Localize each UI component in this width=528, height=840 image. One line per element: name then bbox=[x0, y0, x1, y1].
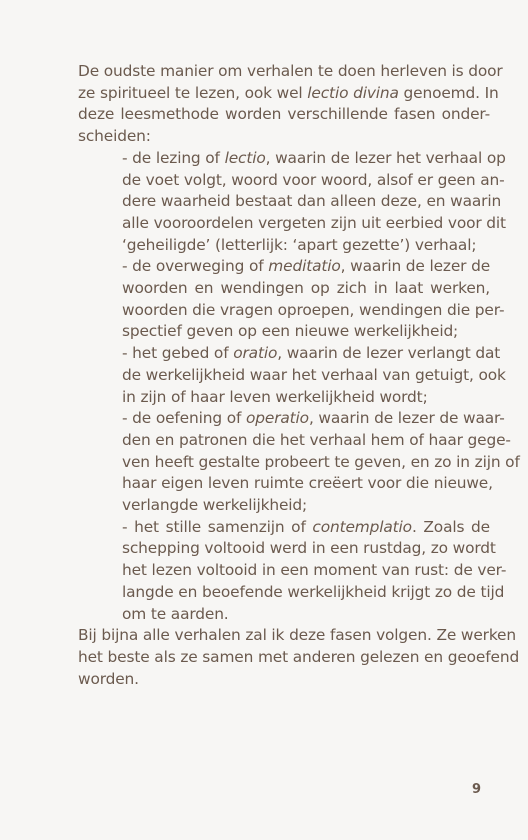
text-line bbox=[78, 408, 505, 430]
text-line bbox=[78, 452, 520, 474]
text-run: worden. bbox=[78, 669, 139, 688]
text-run: - de overweging of bbox=[122, 257, 269, 276]
text-run: de voet volgt, woord voor woord, alsof er geen an- bbox=[122, 170, 505, 189]
text-line bbox=[78, 604, 490, 626]
text-run: - de lezing of bbox=[122, 148, 225, 167]
text-run: Bij bijna alle verhalen zal ik deze fasen volgen. Ze werken bbox=[78, 626, 516, 645]
text-run: . Zoals de bbox=[411, 517, 490, 536]
text-line bbox=[78, 278, 490, 300]
text-line bbox=[78, 365, 506, 387]
text-line bbox=[78, 83, 499, 105]
text-line bbox=[78, 148, 506, 170]
body-text bbox=[78, 61, 520, 690]
text-run: De oudste manier om verhalen te doen herleven is door bbox=[78, 62, 503, 80]
text-line bbox=[78, 213, 506, 235]
text-line bbox=[78, 430, 511, 452]
text-run: den en patronen die het verhaal hem of haar gege- bbox=[122, 430, 511, 449]
text-run: ze spiritueel te lezen, ook wel bbox=[78, 83, 308, 102]
text-line bbox=[78, 191, 502, 213]
text-line bbox=[78, 343, 501, 365]
text-line bbox=[78, 300, 505, 322]
text-line bbox=[78, 170, 505, 192]
text-line bbox=[78, 61, 503, 83]
text-run: - het gebed of bbox=[122, 344, 234, 363]
text-line bbox=[78, 495, 490, 517]
text-line bbox=[78, 669, 490, 691]
text-run: dere waarheid bestaat dan alleen deze, en waarin bbox=[122, 192, 502, 211]
text-run: scheiden: bbox=[78, 127, 151, 146]
text-run: deze leesmethode worden verschillende fasen onder- bbox=[78, 105, 490, 124]
text-run: schepping voltooid werd in een rustdag, zo wordt bbox=[122, 539, 496, 558]
text-run: in zijn of haar leven werkelijkheid wordt; bbox=[122, 387, 428, 406]
italic-term: contemplatio bbox=[312, 517, 412, 536]
text-run: alle vooroordelen vergeten zijn uit eerbied voor dit bbox=[122, 213, 506, 232]
page-number: 9 bbox=[472, 782, 482, 797]
text-run: , waarin de lezer verlangt dat bbox=[277, 344, 501, 363]
text-run: de werkelijkheid waar het verhaal van getuigt, ook bbox=[122, 365, 506, 384]
text-line bbox=[78, 647, 520, 669]
text-run: het beste als ze samen met anderen gelezen en geoefend bbox=[78, 647, 520, 666]
text-line bbox=[78, 126, 490, 148]
text-line bbox=[78, 104, 490, 126]
text-line bbox=[78, 256, 490, 278]
text-run: genoemd. In bbox=[398, 83, 499, 102]
text-run: het lezen voltooid in een moment van rust: de ver- bbox=[122, 561, 507, 580]
text-run: - de oefening of bbox=[122, 409, 246, 428]
text-line bbox=[78, 473, 493, 495]
text-run: spectief geven op een nieuwe werkelijkheid; bbox=[122, 322, 459, 341]
text-run: ven heeft gestalte probeert te geven, en zo in zijn of bbox=[122, 452, 520, 471]
italic-term: meditatio bbox=[268, 257, 341, 276]
text-line bbox=[78, 582, 505, 604]
text-run: om te aarden. bbox=[122, 604, 229, 623]
italic-term: operatio bbox=[245, 409, 309, 428]
text-line bbox=[78, 560, 507, 582]
text-run: woorden en wendingen op zich in laat werken, bbox=[122, 279, 490, 298]
text-line bbox=[78, 517, 490, 539]
text-run: ‘geheiligde’ (letterlijk: ‘apart gezette’) verhaal; bbox=[122, 235, 477, 254]
text-run: verlangde werkelijkheid; bbox=[122, 496, 308, 515]
text-line bbox=[78, 538, 496, 560]
text-line bbox=[78, 387, 490, 409]
text-run: langde en beoefende werkelijkheid krijgt zo de tijd bbox=[122, 582, 505, 601]
italic-term: oratio bbox=[233, 344, 278, 363]
italic-term: lectio bbox=[224, 148, 266, 167]
italic-term: lectio divina bbox=[307, 83, 399, 102]
text-run: , waarin de lezer de bbox=[340, 257, 491, 276]
text-run: - het stille samenzijn of bbox=[122, 517, 313, 536]
text-line bbox=[78, 321, 490, 343]
text-run: , waarin de lezer de waar- bbox=[308, 409, 505, 428]
text-run: haar eigen leven ruimte creëert voor die nieuwe, bbox=[122, 474, 493, 493]
text-line bbox=[78, 235, 490, 257]
text-line bbox=[78, 625, 516, 647]
text-run: , waarin de lezer het verhaal op bbox=[265, 148, 506, 167]
text-run: woorden die vragen oproepen, wendingen die per- bbox=[122, 300, 505, 319]
